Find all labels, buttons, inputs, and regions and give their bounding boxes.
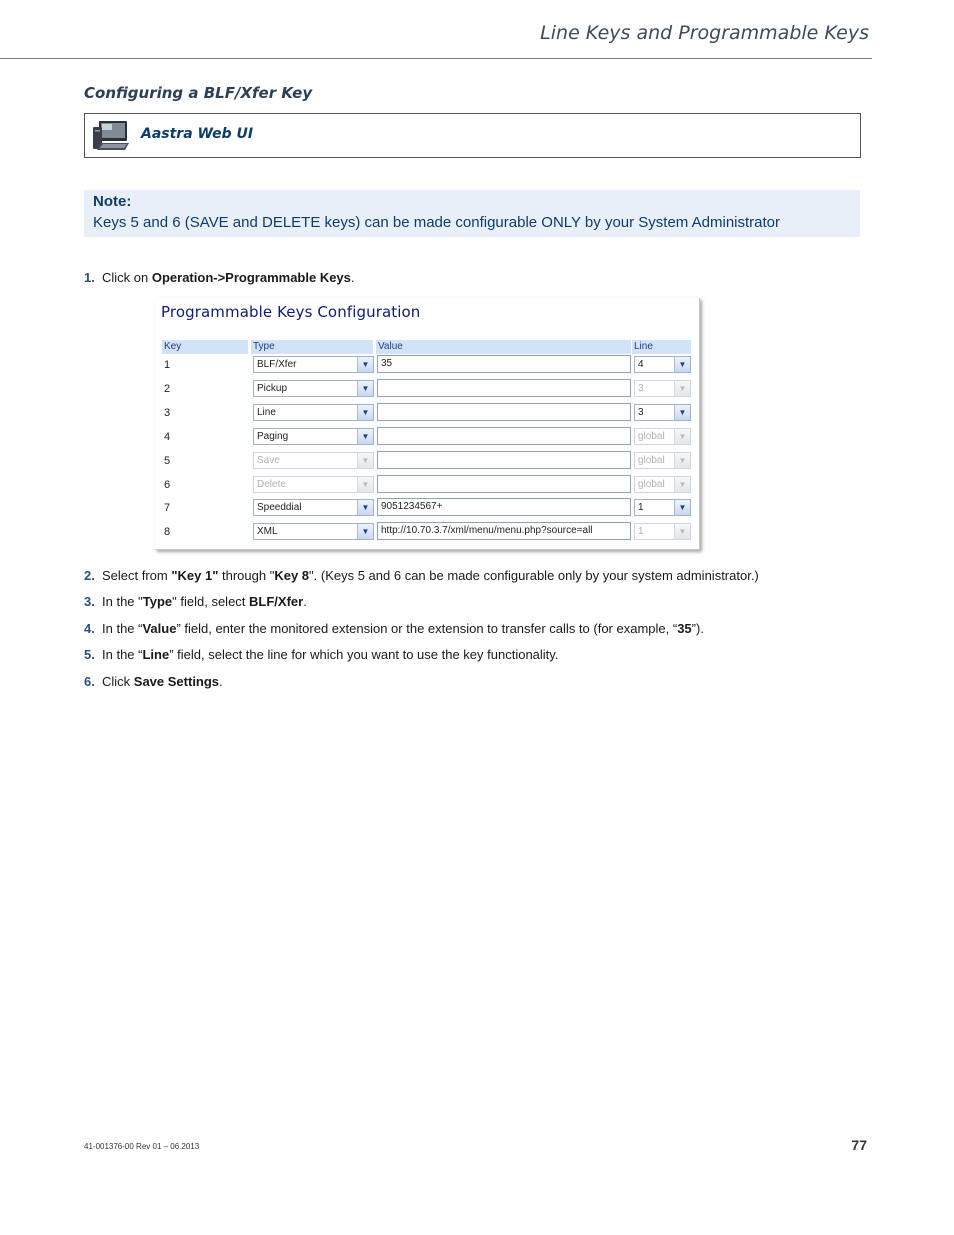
line-select [634,380,691,397]
value-input[interactable] [377,451,631,469]
step-text: Select from [102,568,172,583]
line-select-value: 3 [638,383,644,394]
header-key: Key [162,340,248,354]
chevron-down-icon[interactable]: ▼ [357,500,373,515]
type-select-value: Speeddial [257,502,302,513]
chevron-down-icon: ▼ [357,453,373,468]
step-number: 4. [84,621,95,636]
value-input[interactable] [377,427,631,445]
line-select[interactable] [634,404,691,421]
step-bold: Key 8 [274,568,310,583]
type-select [253,476,374,493]
step-text: ". (Keys 5 and 6 can be made configurable only by your system administrator.) [309,568,759,583]
chevron-down-icon: ▼ [357,477,373,492]
step-text: In the " [102,594,143,609]
line-select-value: global [638,479,665,490]
value-input[interactable]: 9051234567+ [377,498,631,516]
step-bold: Type [142,594,173,609]
web-ui-label: Aastra Web UI [141,126,254,142]
type-select[interactable] [253,404,374,421]
step-2 [84,568,759,583]
computer-icon [89,119,131,153]
programmable-keys-screenshot [155,298,700,550]
type-select-value: Delete [257,479,286,490]
line-select [634,452,691,469]
header-line: Line [632,340,691,354]
key-number: 5 [164,455,171,467]
type-select-value: Save [257,455,280,466]
type-select[interactable] [253,523,374,540]
step-text: Click [102,674,134,689]
line-select-value: 1 [638,526,644,537]
step-number: 3. [84,594,95,609]
web-ui-box [84,113,861,158]
line-select [634,523,691,540]
chevron-down-icon[interactable]: ▼ [674,500,690,515]
line-select-value: global [638,455,665,466]
chevron-down-icon[interactable]: ▼ [357,524,373,539]
chevron-down-icon: ▼ [674,524,690,539]
chevron-down-icon[interactable]: ▼ [674,405,690,420]
step-text: . [219,674,223,689]
step-bold: Save Settings [133,674,220,689]
chevron-down-icon: ▼ [674,453,690,468]
step-text: Click on [102,270,152,285]
key-number: 7 [164,502,171,514]
key-number: 3 [164,407,171,419]
value-input[interactable] [377,403,631,421]
line-select-value: 3 [638,407,644,418]
step-bold: BLF/Xfer [249,594,304,609]
step-bold: "Key 1" [171,568,219,583]
line-select-value: 1 [638,502,644,513]
type-select[interactable] [253,356,374,373]
key-number: 4 [164,431,171,443]
type-select-value: Line [257,407,276,418]
value-input[interactable]: 35 [377,355,631,373]
step-text: . [350,270,355,285]
step-number: 2. [84,568,95,583]
step-text: " field, select [172,594,250,609]
step-bold: Line [142,647,170,662]
step-number: 1. [84,270,95,285]
step-5 [84,647,558,662]
step-text: ” field, enter the monitored extension or the extension to transfer calls to (for example, “ [176,621,678,636]
type-select-value: Paging [257,431,289,442]
line-select [634,428,691,445]
header-rule [0,58,872,59]
step-text: through " [218,568,275,583]
line-select-value: global [638,431,665,442]
step-1 [84,270,355,285]
page-number: 77 [851,1137,867,1153]
line-select-value: 4 [638,359,644,370]
step-6 [84,674,223,689]
step-bold: Value [142,621,177,636]
type-select[interactable] [253,380,374,397]
value-input[interactable] [377,379,631,397]
chevron-down-icon[interactable]: ▼ [357,405,373,420]
step-3 [84,594,307,609]
note-title: Note: [93,193,132,210]
step-text: ”). [691,621,704,636]
key-number: 2 [164,383,171,395]
chevron-down-icon[interactable]: ▼ [357,357,373,372]
footer-doc-id: 41-001376-00 Rev 01 – 06.2013 [84,1142,200,1151]
key-number: 1 [164,359,171,371]
note-box [84,190,860,237]
step-bold: 35 [677,621,692,636]
type-select[interactable] [253,499,374,516]
step-text: . [303,594,307,609]
panel-title: Programmable Keys Configuration [161,303,421,321]
line-select[interactable] [634,499,691,516]
type-select-value: XML [257,526,278,537]
step-number: 6. [84,674,95,689]
header-type: Type [251,340,373,354]
chevron-down-icon[interactable]: ▼ [357,429,373,444]
chevron-down-icon[interactable]: ▼ [674,357,690,372]
step-text: In the “ [102,621,143,636]
value-input[interactable] [377,475,631,493]
key-number: 6 [164,479,171,491]
chevron-down-icon: ▼ [674,429,690,444]
step-number: 5. [84,647,95,662]
value-input[interactable]: http://10.70.3.7/xml/menu/menu.php?source=all [377,522,631,540]
step-text: In the “ [102,647,143,662]
step-bold: Operation->Programmable Keys [151,270,351,285]
type-select-value: Pickup [257,383,288,394]
page-header-title: Line Keys and Programmable Keys [540,22,869,44]
key-number: 8 [164,526,171,538]
line-select[interactable] [634,356,691,373]
header-value: Value [376,340,631,354]
line-select [634,476,691,493]
type-select [253,452,374,469]
type-select-value: BLF/Xfer [257,359,297,370]
chevron-down-icon: ▼ [674,381,690,396]
chevron-down-icon: ▼ [674,477,690,492]
note-text: Keys 5 and 6 (SAVE and DELETE keys) can be made configurable ONLY by your System Administrator [93,214,780,231]
section-title: Configuring a BLF/Xfer Key [84,84,313,102]
chevron-down-icon[interactable]: ▼ [357,381,373,396]
type-select[interactable] [253,428,374,445]
step-4 [84,621,704,636]
step-text: ” field, select the line for which you want to use the key functionality. [169,647,559,662]
